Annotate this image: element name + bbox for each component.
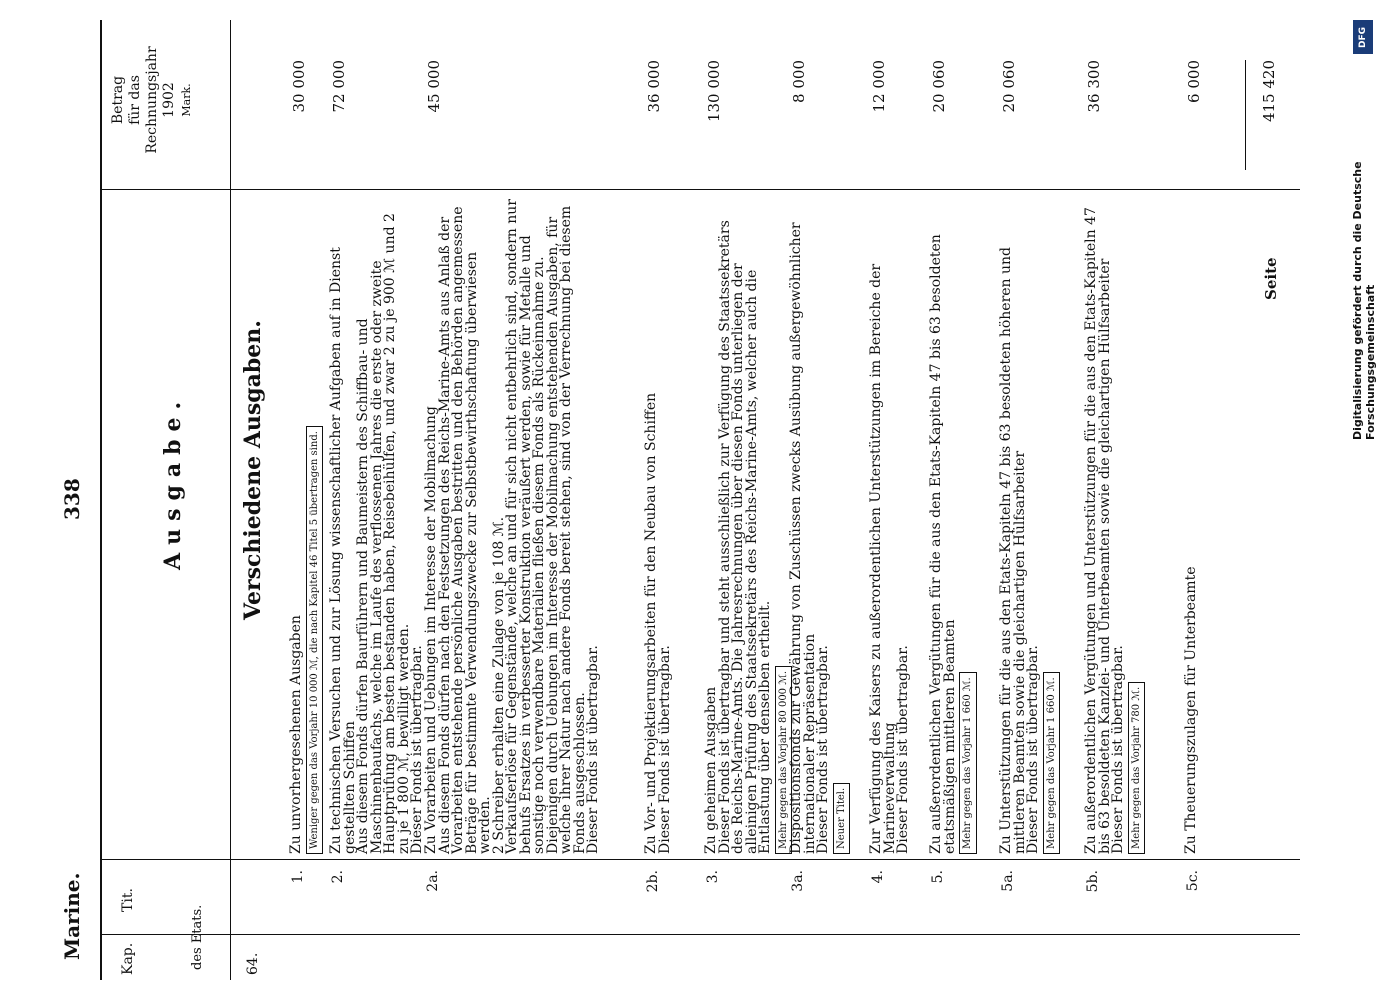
row-amount: 12 000 [870,60,888,113]
row-text: Zu technischen Versuchen und zur Lösung wissenschaftlicher Aufgaben auf in Dienst gestellten Schiffen Aus diesem Fonds dürfen Baurführern und Baumeistern des Schiffbau- und Maschinenbaufachs, welche im Laufe des verflossenen Jahres die erste oder zweite Hauptprüfung am besten bestanden haben, Reisebeihülfen, und zwar 2 zu je 900 ℳ und 2 zu je 1 800 ℳ, bewilligt werden. Dieser Fonds ist übertragbar. [328,213,425,854]
row-text: Zur Verfügung des Kaisers zu außerordentlichen Unterstützungen im Bereiche der Marineverwaltung Dieser Fonds ist übertragbar. [868,263,911,854]
row-text-block [790,194,850,854]
row-note: Mehr gegen das Vorjahr 780 ℳ. [1128,682,1146,854]
total-rule [1245,60,1246,170]
row-text: Zu geheimen Ausgaben Dieser Fonds ist übertragbar und steht ausschließlich zur Verfügung des Staatssekretärs des Reichs-Marine-Amts. Die Jahresrechnungen über diesen Fonds unterliegen der alleinigen Prüfung des Staatssekretärs des Reichs-Marine-Amts, welcher auch die Entlastung über denselben ertheilt. [703,220,773,854]
section-title: Verschiedene Ausgaben. [240,320,266,620]
row-amount: 8 000 [790,60,808,103]
col-tit: Tit. [120,888,136,912]
total-amount: 415 420 [1260,60,1278,123]
row-amount: 130 000 [705,60,723,123]
row-amount: 6 000 [1185,60,1203,103]
col-betrag-1: Betrag [110,75,126,125]
row-text-block [1085,194,1145,854]
row-note: Weniger gegen das Vorjahr 10 000 ℳ, die nach Kapitel 46 Titel 5 übertragen sind. [306,426,324,854]
row-titel: 2b. [645,870,661,893]
kapitel-number: 64. [245,952,261,975]
row-titel: 5a. [1000,870,1016,892]
total-label: Seite [1262,257,1280,300]
row-titel: 2a. [425,870,441,892]
row-note: Neuer Titel. [833,783,851,854]
dfg-logo: DFG [1353,20,1373,54]
row-text-block [1000,194,1060,854]
row-note: Mehr gegen das Vorjahr 80 000 ℳ. [775,666,793,854]
col-des-etats: des Etats. [190,904,205,970]
col-mark: Mark. [180,83,193,117]
row-text: Zu unvorhergesehenen Ausgaben [288,615,304,854]
row-text-block [645,194,672,854]
row-amount: 36 300 [1085,60,1103,113]
row-titel: 5b. [1085,870,1101,893]
page-number: 338 [60,478,84,520]
row-titel: 4. [870,870,886,884]
row-text-block [870,194,911,854]
row-text-block [1185,194,1199,854]
row-text-block [425,194,601,854]
row-text: Zu außerordentlichen Vergütungen und Unterstützungen für die aus den Etats-Kapiteln 47 bis 63 besoldeten Kanzlei- und Unterbeamten sowie die gleichartigen Hülfsarbeiter Dieser Fonds ist übertragbar. [1083,207,1126,854]
row-text: Zu Unterstützungen für die aus den Etats-Kapiteln 47 bis 63 besoldeten höheren und mittleren Beamten sowie die gleichartigen Hülfsarbeiter Dieser Fonds ist übertragbar. [998,246,1041,854]
side-credit-text: Digitalisierung gefördert durch die Deutsche Forschungsgemeinschaft [1351,161,1377,440]
row-amount: 30 000 [290,60,308,113]
col-betrag [110,30,195,170]
row-text: Dispositionsfonds zur Gewährung von Zuschüssen zwecks Ausübung außergewöhnlicher internationaler Repräsentation Dieser Fonds ist übertragbar. [788,222,831,854]
row-text: Zu Vor- und Projektierungsarbeiten für den Neubau von Schiffen Dieser Fonds ist übertragbar. [643,392,673,854]
col-rule-1 [100,934,1300,935]
col-betrag-3: Rechnungsjahr [144,46,160,154]
row-amount: 45 000 [425,60,443,113]
row-titel: 3a. [790,870,806,892]
row-titel: 5. [930,870,946,884]
row-note: Mehr gegen das Vorjahr 1 660 ℳ. [959,672,977,854]
row-amount: 20 060 [1000,60,1018,113]
row-text: Zu außerordentlichen Vergütungen für die aus den Etats-Kapiteln 47 bis 63 besoldeten etatsmäßigen mittleren Beamten [928,234,958,854]
col-rule-3 [100,189,1300,190]
row-note: Mehr gegen das Vorjahr 1 660 ℳ. [1043,672,1061,854]
row-titel: 3. [705,870,721,884]
page-title: Ausgabe. [160,393,186,570]
row-amount: 72 000 [330,60,348,113]
row-text-block [290,194,323,854]
row-amount: 20 060 [930,60,948,113]
col-betrag-4: 1902 [161,82,177,118]
header-rule-bottom [230,20,231,980]
row-text: Zu Theuerungszulagen für Unterbeamte [1183,566,1199,854]
header-rule-top [100,20,102,980]
row-text-block [330,194,425,854]
header-left: Marine. [60,872,84,960]
row-text-block [705,194,792,854]
row-titel: 1. [290,870,306,884]
row-text-block [930,194,977,854]
col-rule-2 [100,859,1300,860]
row-amount: 36 000 [645,60,663,113]
row-titel: 5c. [1185,870,1201,892]
row-text: Zu Vorarbeiten und Uebungen im Interesse der Mobilmachung Aus diesem Fonds dürfen nach den Festsetzungen des Reichs-Marine-Amts aus Anlaß der Vorarbeiten entstehende persönliche Ausgaben bestritten und den Behörden angemessene Beträge für bestimmte Verwendungszwecke zur Selbstbewirthschaftung überwiesen werden. 2 Schreiber erhalten eine Zulage von je 108 ℳ. Verkaufserlöse für Gegenstände, welche an und für sich nicht entbehrlich sind, sondern nur behufs Ersatzes in verbesserter Konstruktion veräußert werden, sowie für Metalle und sonstige noch verwendbare Materialien fließen diesem Fonds als Rückeinnahme zu. Diejenigen durch Uebungen im Interesse der Mobilmachung entstehenden Ausgaben, für welche ihrer Natur nach andere Fonds bereit stehen, sind von der Verrechnung bei diesem Fonds ausgeschlossen. Dieser Fonds ist übertragbar. [423,199,601,854]
side-credit [1351,10,1377,990]
col-kap: Kap. [120,942,136,975]
row-titel: 2. [330,870,346,884]
col-betrag-2: für das [127,75,143,125]
